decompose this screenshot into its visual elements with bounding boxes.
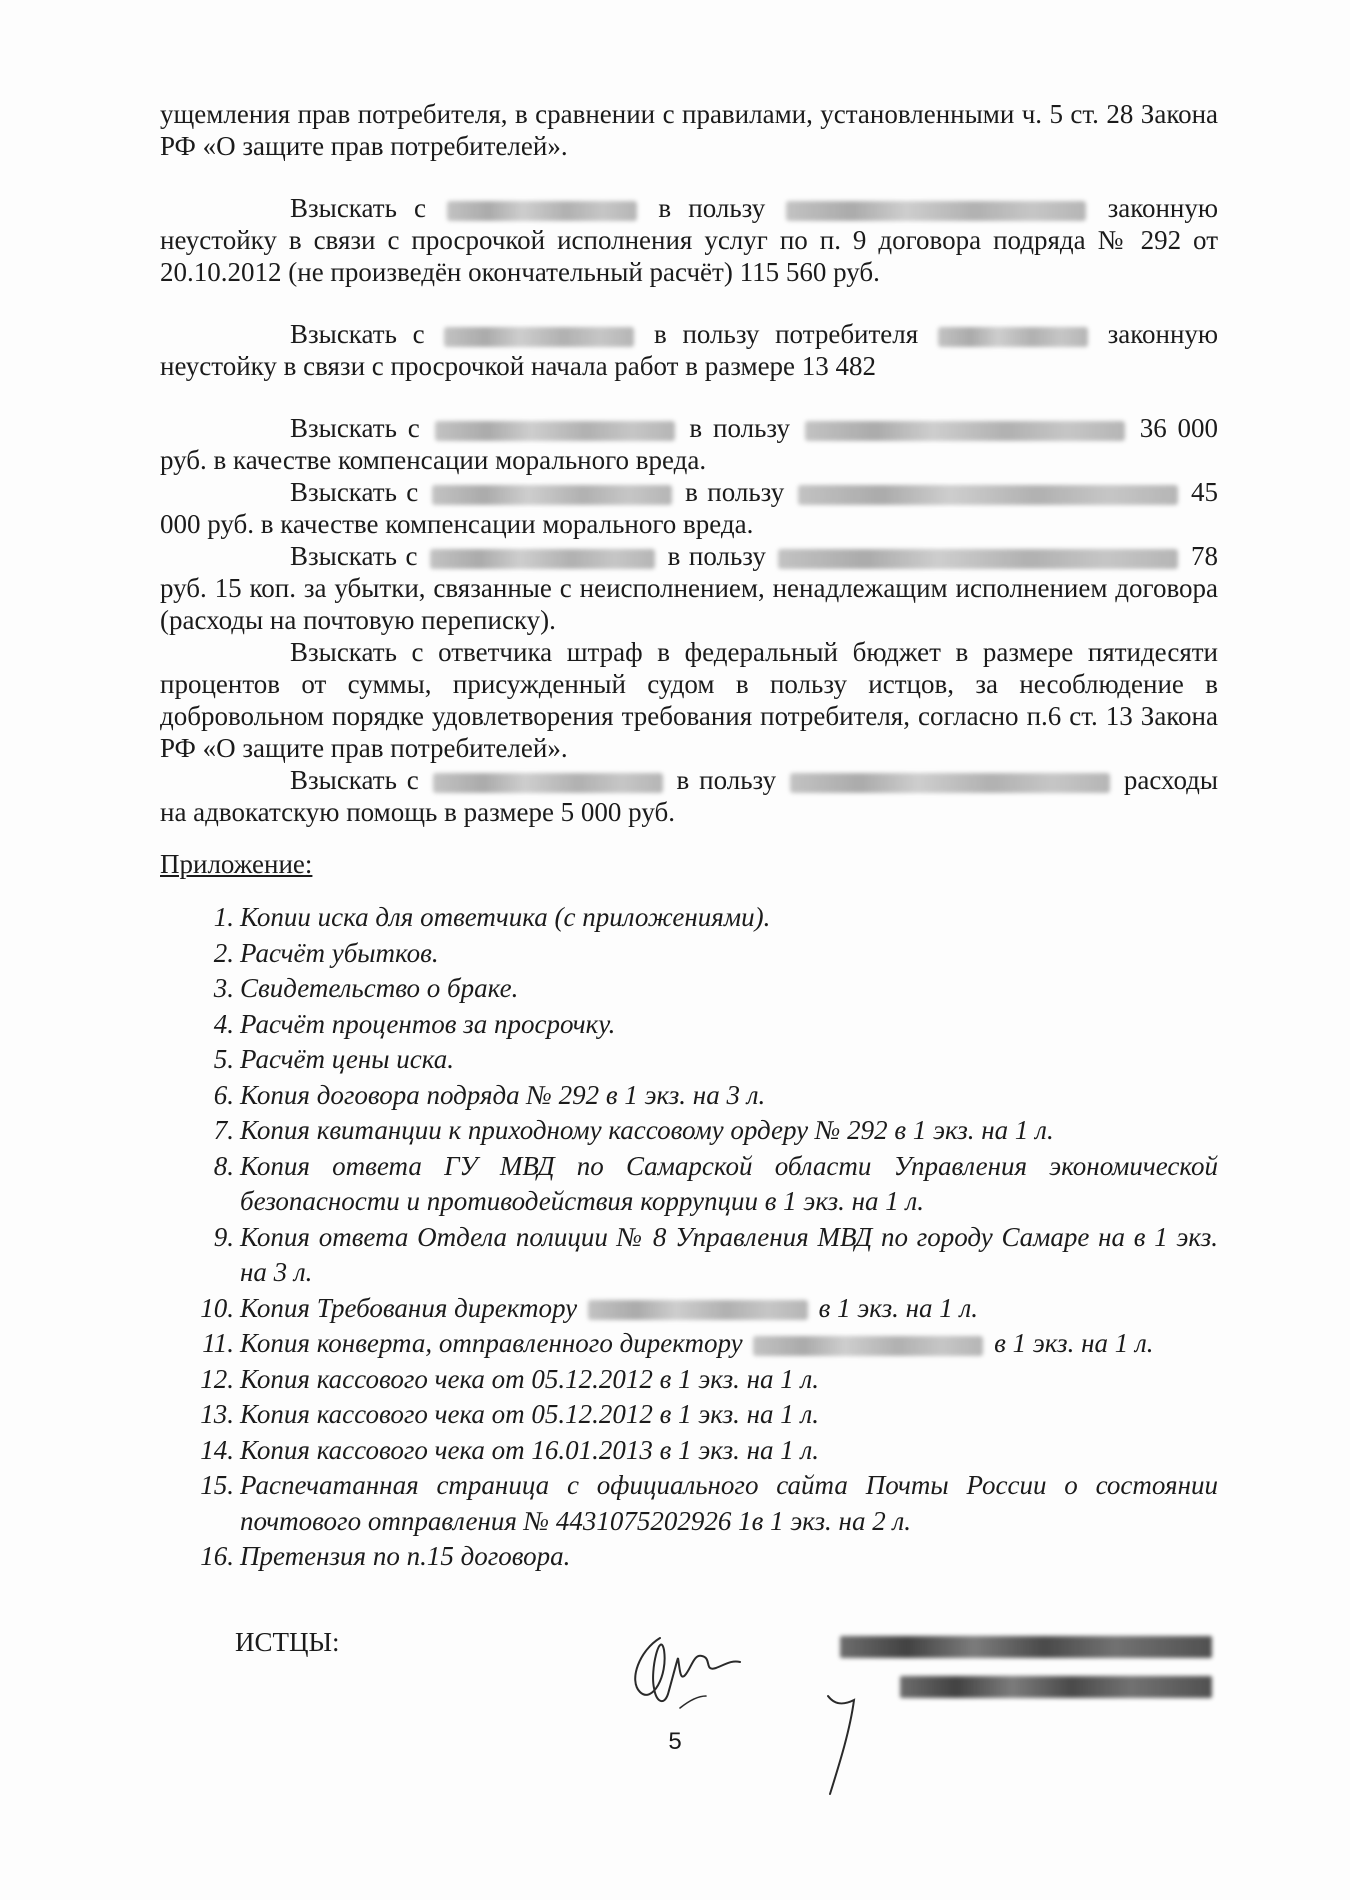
paragraph-rights-violation: ущемления прав потребителя, в сравнении с правилами, установленными ч. 5 ст. 28 Закона РФ «О защите прав потребителей». [160,99,1218,161]
list-item: 5. Расчёт цены иска. [213,1044,454,1074]
list-item: 16. Претензия по п.15 договора. [200,1541,571,1571]
redacted-plaintiff-name-1 [840,1636,1212,1658]
appendix-list [160,900,1218,1575]
redacted-defendant [435,421,675,441]
paragraph-moral-damage-1: Взыскать с в пользу 36 000 руб. в качестве компенсации морального вреда. [160,413,1219,475]
list-item: 4. Расчёт процентов за просрочку. [213,1008,616,1039]
list-item: 8. Копия ответа ГУ МВД по Самарской области Управления экономической безопасности и противодействия коррупции в 1 экз. на 1 л. [213,1150,1218,1216]
paragraph-fine: Взыскать с ответчика штраф в федеральный бюджет в размере пятидесяти процентов от суммы, присужденный судом в пользу истцов, за несоблюдение в добровольном порядке удовлетворения требования потребителя, согласно п.6 ст. 13 Закона РФ «О защите прав потребителей». [160,637,1218,763]
redacted-plaintiff [786,201,1086,221]
list-item: 13. Копия кассового чека от 05.12.2012 в 1 экз. на 1 л. [200,1399,820,1429]
redacted-company [588,1300,808,1320]
redacted-defendant [432,485,672,505]
list-item: 10. Копия Требования директору в 1 экз. на 1 л. [200,1292,979,1323]
redacted-defendant [447,201,637,221]
paragraph-penalty-delay: Взыскать с в пользу законную неустойку в связи с просрочкой исполнения услуг по п. 9 договора подряда № 292 от 20.10.2012 (не произведён окончательный расчёт) 115 560 руб. [160,193,1219,287]
redacted-defendant [433,773,663,793]
list-item: 11. Копия конверта, отправленного директору в 1 экз. на 1 л. [202,1328,1154,1358]
paragraph-losses: Взыскать с в пользу 78 руб. 15 коп. за убытки, связанные с неисполнением, ненадлежащим исполнением договора (расходы на почтовую переписку). [160,541,1218,635]
paragraph-penalty-start: Взыскать с в пользу потребителя законную неустойку в связи с просрочкой начала работ в размере 13 482 [160,319,1219,381]
list-item: 15. Распечатанная страница с официального сайта Почты России о состоянии почтового отправления № 4431075202926 1в 1 экз. на 2 л. [200,1470,1218,1536]
redacted-plaintiff [938,327,1088,347]
list-item: 14. Копия кассового чека от 16.01.2013 в 1 экз. на 1 л. [200,1434,820,1465]
plaintiffs-label: ИСТЦЫ: [235,1627,340,1657]
list-item: 7. Копия квитанции к приходному кассовому ордеру № 292 в 1 экз. на 1 л. [213,1115,1054,1145]
redacted-plaintiff [778,549,1178,569]
redacted-defendant [444,327,634,347]
list-item: 6. Копия договора подряда № 292 в 1 экз. на 3 л. [213,1079,766,1110]
redacted-plaintiff [798,485,1178,505]
redacted-defendant [430,549,655,569]
redacted-plaintiff [790,773,1110,793]
paragraph-moral-damage-2: Взыскать с в пользу 45 000 руб. в качестве компенсации морального вреда. [160,477,1219,539]
appendix-title: Приложение: [160,849,313,879]
list-item: 2. Расчёт убытков. [213,937,439,968]
page-number: 5 [668,1728,682,1755]
list-item: 9. Копия ответа Отдела полиции № 8 Управления МВД по городу Самаре на в 1 экз. на 3 л. [213,1221,1218,1287]
redacted-company [753,1336,983,1356]
list-item: 3. Свидетельство о браке. [213,973,519,1003]
paragraph-lawyer-fees: Взыскать с в пользу расходы на адвокатскую помощь в размере 5 000 руб. [160,765,1219,827]
list-item: 12. Копия кассового чека от 05.12.2012 в 1 экз. на 1 л. [200,1363,820,1394]
list-item: 1. Копии иска для ответчика (с приложениями). [213,902,771,932]
signature-1-icon [620,1610,760,1720]
claims-body [160,98,1218,828]
redacted-plaintiff [805,421,1125,441]
redacted-plaintiff-name-2 [900,1676,1212,1698]
